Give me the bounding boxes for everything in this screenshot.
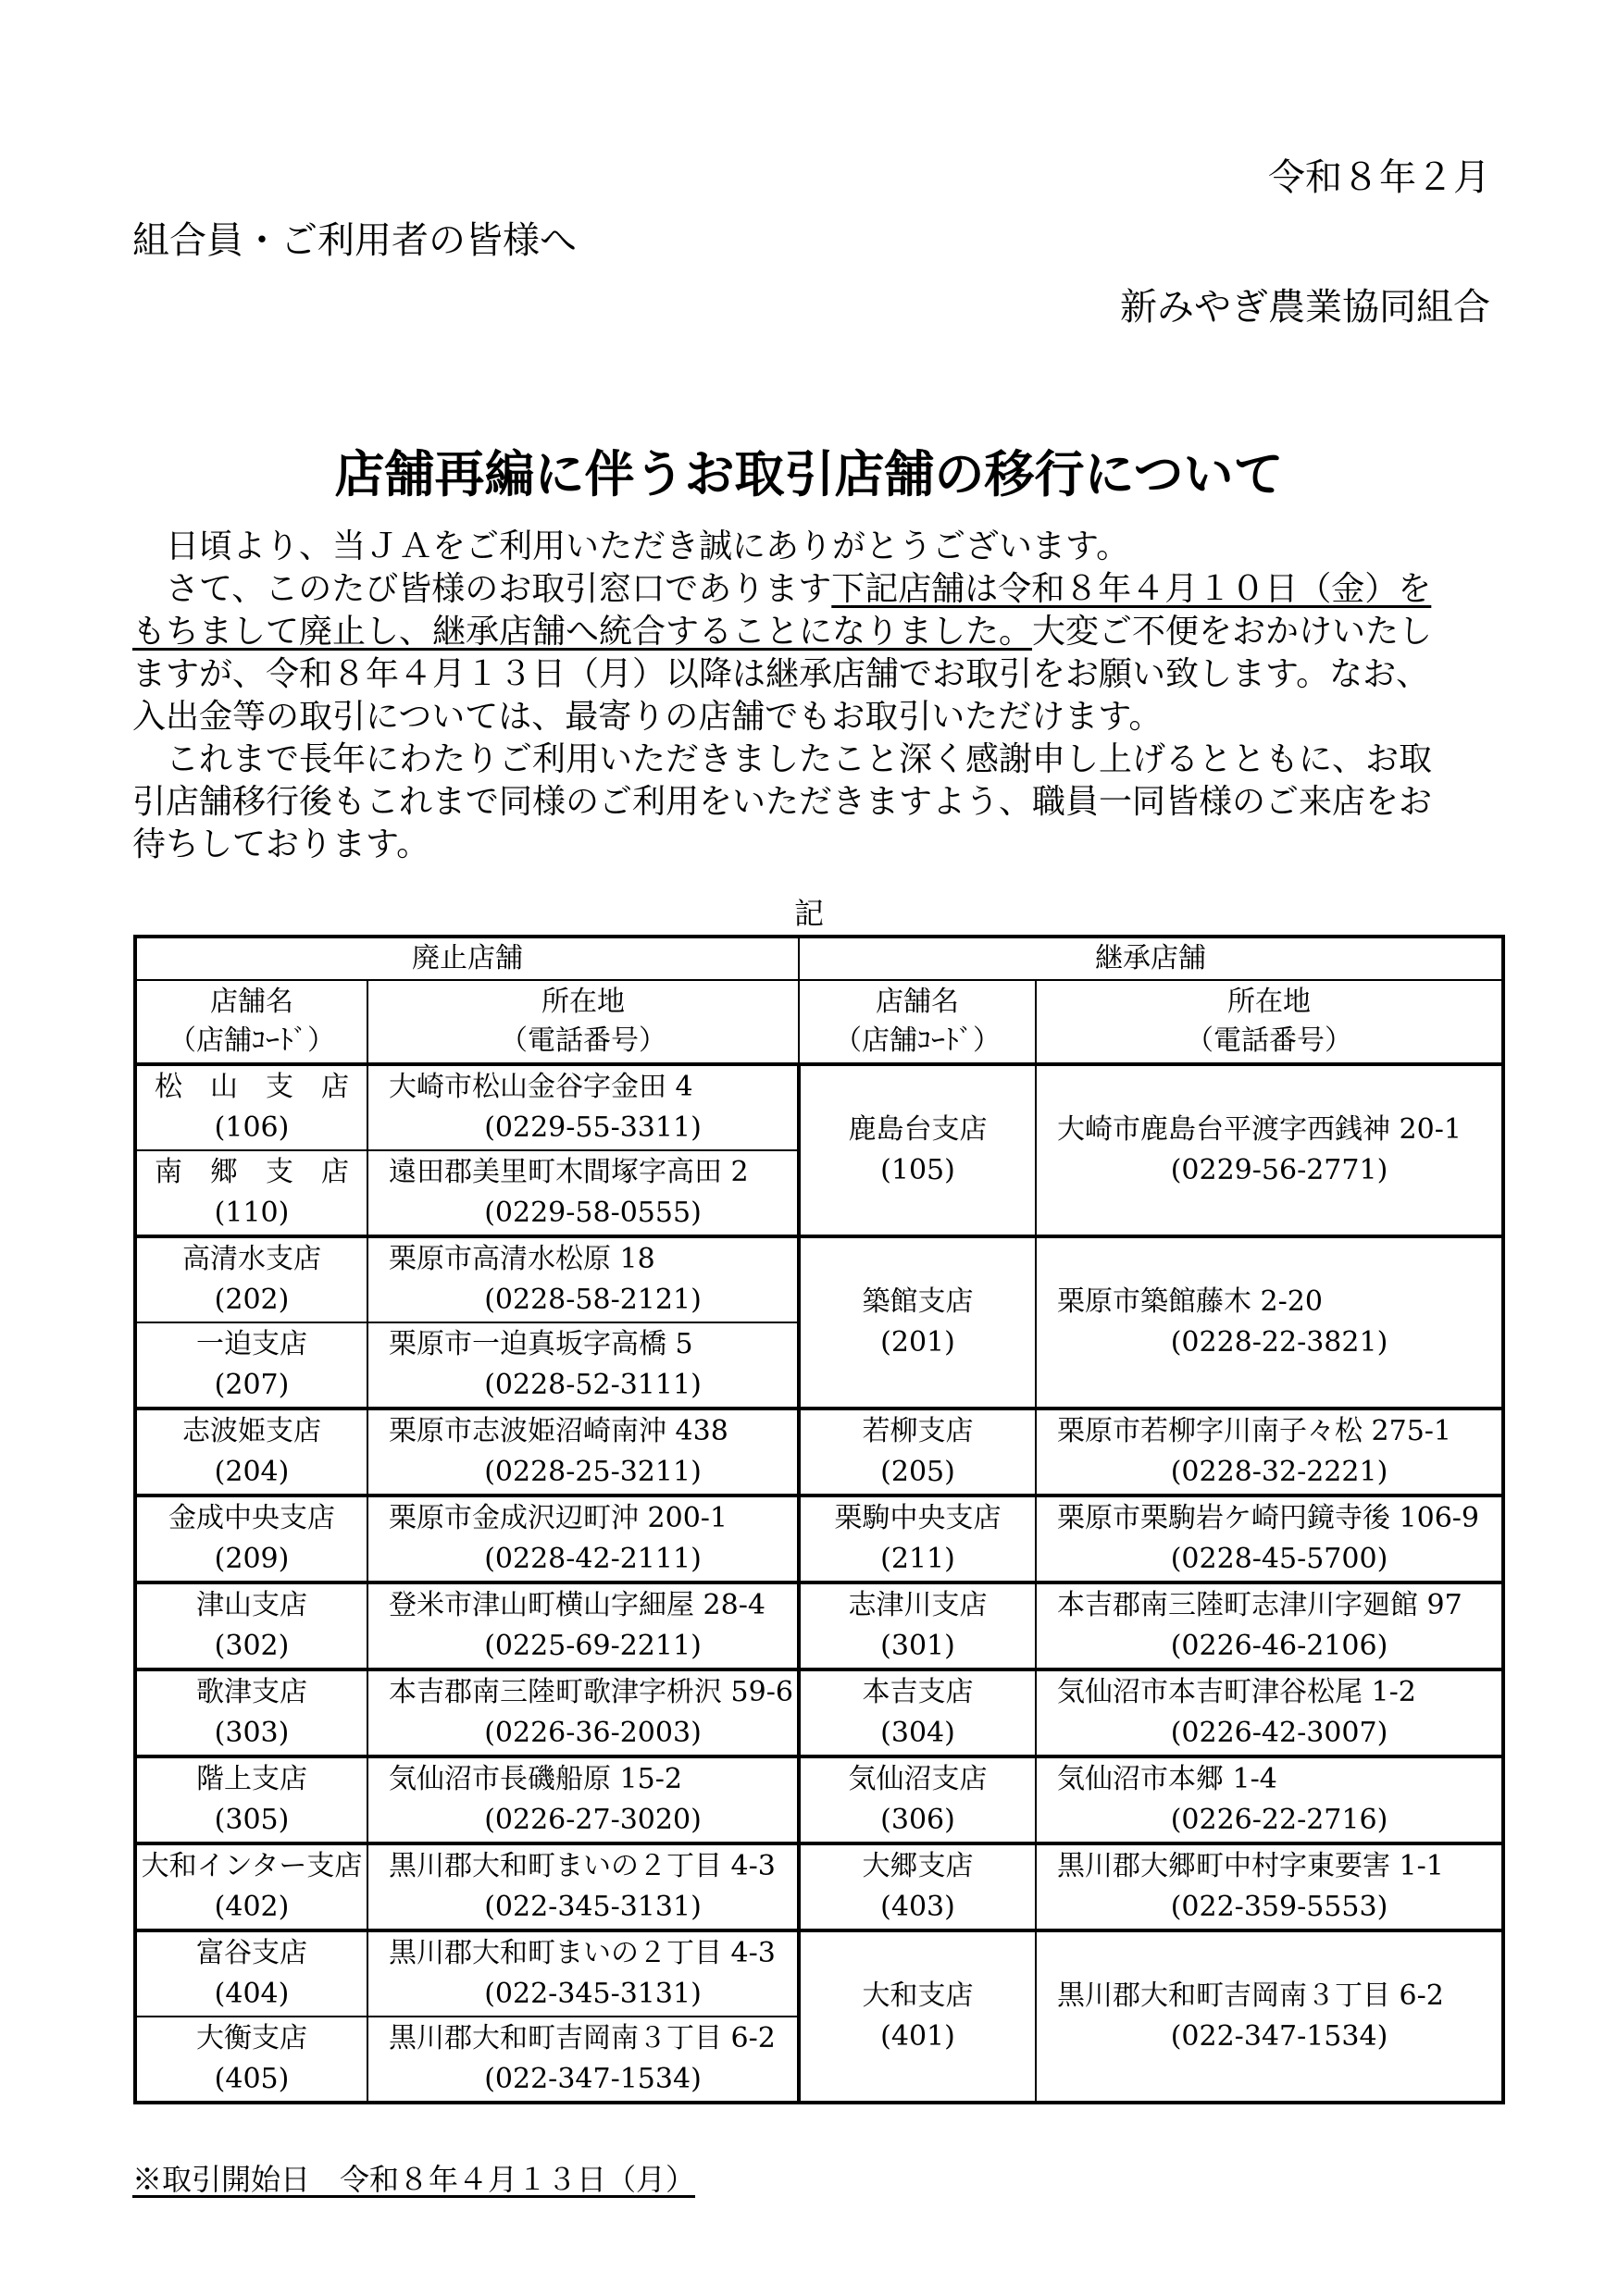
store-name: 一迫支店: [196, 1328, 307, 1360]
store-address-cell: [1036, 1930, 1503, 2103]
store-address-cell: [367, 1930, 799, 2017]
successor-header: 継承店舗: [799, 937, 1503, 980]
store-address: 気仙沼市本吉町津谷松尾 1-2: [1057, 1676, 1416, 1708]
store-phone: (022-345-3131): [484, 1978, 702, 2010]
col-addr-label: 所在地: [1227, 986, 1311, 1018]
store-phone: (0226-27-3020): [484, 1804, 702, 1836]
body-line: ますが、令和８年４月１３日（月）以降は継承店舗でお取引をお願い致します。なお、: [132, 655, 1430, 693]
store-name-cell: [135, 1496, 367, 1582]
col-code-label: （店舗ｺｰﾄﾞ）: [834, 1024, 1001, 1057]
store-name: 大和支店: [862, 1980, 974, 2012]
table-row: [135, 1496, 1503, 1582]
store-address-cell: [367, 1582, 799, 1669]
store-name: 本吉支店: [862, 1676, 974, 1708]
recipient: 組合員・ご利用者の皆様へ: [132, 219, 577, 262]
store-address: 栗原市若柳字川南子々松 275-1: [1057, 1415, 1452, 1447]
store-code: (304): [880, 1717, 955, 1749]
store-name-cell: [799, 1930, 1036, 2103]
body-text-span: 大変ご不便をおかけいたし: [1032, 613, 1433, 651]
store-phone: (0225-69-2211): [484, 1630, 702, 1662]
store-name: 志津川支店: [848, 1589, 988, 1621]
start-date-note: ※取引開始日 令和８年４月１３日（月）: [132, 2162, 696, 2197]
table-row: [135, 1236, 1503, 1322]
store-name-cell: [799, 1496, 1036, 1582]
store-phone: (022-347-1534): [484, 2063, 702, 2095]
store-name: 若柳支店: [862, 1415, 974, 1447]
store-name-cell: [799, 1669, 1036, 1756]
store-name: 志波姫支店: [182, 1415, 321, 1447]
store-name-cell: [799, 1409, 1036, 1496]
store-phone: (0229-55-3311): [484, 1111, 702, 1144]
store-code: (202): [214, 1284, 290, 1316]
store-phone: (0228-58-2121): [484, 1284, 702, 1316]
store-address: 黒川郡大郷町中村字東要害 1-1: [1057, 1850, 1444, 1882]
store-name-cell: [799, 1843, 1036, 1930]
store-name: 鹿島台支店: [848, 1113, 988, 1146]
store-name: 大郷支店: [862, 1850, 974, 1882]
store-address: 本吉郡南三陸町志津川字廻館 97: [1057, 1589, 1462, 1621]
store-code: (106): [214, 1111, 290, 1144]
store-address: 遠田郡美里町木間塚字高田 2: [389, 1156, 749, 1188]
store-name: 南 郷 支 店: [155, 1156, 349, 1188]
store-name: 階上支店: [196, 1763, 307, 1795]
store-address-cell: [367, 1150, 799, 1236]
store-address-cell: [1036, 1756, 1503, 1843]
store-name-cell: [135, 1322, 367, 1409]
store-phone: (0226-42-3007): [1170, 1717, 1388, 1749]
store-address-cell: [367, 1409, 799, 1496]
store-name-cell: [135, 1064, 367, 1150]
body-text-span: さて、このたび皆様のお取引窓口であります: [132, 570, 832, 608]
store-address-cell: [367, 1496, 799, 1582]
store-address: 栗原市金成沢辺町沖 200-1: [389, 1502, 728, 1534]
store-phone: (0228-22-3821): [1170, 1326, 1388, 1359]
col-addr: [367, 980, 799, 1064]
store-name: 気仙沼支店: [848, 1763, 988, 1795]
store-phone: (0226-36-2003): [484, 1717, 702, 1749]
store-address-cell: [367, 1064, 799, 1150]
col-tel-label: （電話番号）: [1186, 1024, 1352, 1057]
store-name-cell: [799, 1064, 1036, 1236]
store-phone: (0229-56-2771): [1170, 1154, 1388, 1186]
store-address: 栗原市一迫真坂字高橋 5: [389, 1328, 693, 1360]
store-name-cell: [135, 1582, 367, 1669]
store-name-cell: [135, 1150, 367, 1236]
store-name: 築館支店: [862, 1285, 974, 1318]
store-address: 黒川郡大和町まいの２丁目 4-3: [389, 1937, 776, 1969]
table-row: [135, 1756, 1503, 1843]
body-line: [132, 611, 1502, 653]
table-row: [135, 1669, 1503, 1756]
store-phone: (0228-42-2111): [484, 1543, 702, 1575]
body-text: [132, 526, 1502, 866]
store-address: 気仙沼市長磯船原 15-2: [389, 1763, 682, 1795]
store-address: 栗原市志波姫沼崎南沖 438: [389, 1415, 728, 1447]
table-row: [135, 1409, 1503, 1496]
col-name: [135, 980, 367, 1064]
store-code: (207): [214, 1369, 290, 1401]
store-phone: (022-347-1534): [1170, 2020, 1388, 2053]
store-name: 高清水支店: [182, 1243, 321, 1275]
store-name-cell: [135, 1930, 367, 2017]
body-line: 日頃より、当ＪＡをご利用いただき誠にありがとうございます。: [132, 527, 1130, 565]
store-phone: (0229-58-0555): [484, 1197, 702, 1229]
table-row: [135, 1930, 1503, 2017]
store-address-cell: [367, 1843, 799, 1930]
store-address-cell: [367, 1322, 799, 1409]
body-line: 待ちしております。: [132, 825, 430, 863]
col-name-label: 店舗名: [876, 986, 959, 1018]
store-address-cell: [1036, 1064, 1503, 1236]
store-address: 栗原市築館藤木 2-20: [1057, 1285, 1323, 1318]
underlined-text: もちまして廃止し、継承店舗へ統合することになりました。: [132, 613, 1033, 651]
sender: 新みやぎ農業協同組合: [1120, 286, 1490, 329]
store-name: 津山支店: [196, 1589, 307, 1621]
ki-heading: 記: [793, 896, 824, 931]
store-address: 本吉郡南三陸町歌津字枡沢 59-6: [389, 1676, 793, 1708]
store-address: 栗原市栗駒岩ケ崎円鏡寺後 106-9: [1057, 1502, 1480, 1534]
store-address-cell: [1036, 1236, 1503, 1409]
store-address-cell: [367, 1236, 799, 1322]
store-name: 富谷支店: [196, 1937, 307, 1969]
body-line: これまで長年にわたりご利用いただきましたこと深く感謝申し上げるとともに、お取: [132, 740, 1433, 778]
store-phone: (022-359-5553): [1170, 1891, 1388, 1923]
body-line: 引店舗移行後もこれまで同様のご利用をいただきますよう、職員一同皆様のご来店をお: [132, 783, 1433, 821]
col-name-label: 店舗名: [210, 986, 293, 1018]
store-code: (110): [214, 1197, 290, 1229]
table-body: [135, 1064, 1503, 2103]
store-phone: (0228-45-5700): [1170, 1543, 1388, 1575]
store-code: (403): [880, 1891, 955, 1923]
store-phone: (0228-25-3211): [484, 1456, 702, 1488]
table-row: [135, 1582, 1503, 1669]
store-code: (209): [214, 1543, 290, 1575]
store-code: (401): [880, 2020, 955, 2053]
col-addr-label: 所在地: [541, 986, 625, 1018]
body-line: [132, 568, 1502, 611]
col-name: [799, 980, 1036, 1064]
store-code: (303): [214, 1717, 290, 1749]
store-code: (105): [880, 1154, 955, 1186]
store-address-cell: [367, 2017, 799, 2103]
store-name-cell: [135, 1236, 367, 1322]
store-code: (205): [880, 1456, 955, 1488]
store-code: (211): [880, 1543, 955, 1575]
store-phone: (022-345-3131): [484, 1891, 702, 1923]
store-address: 黒川郡大和町吉岡南３丁目 6-2: [389, 2022, 776, 2054]
store-address-cell: [367, 1669, 799, 1756]
col-tel-label: （電話番号）: [500, 1024, 666, 1057]
store-code: (404): [214, 1978, 290, 2010]
store-address-cell: [1036, 1582, 1503, 1669]
store-address: 大崎市松山金谷字金田 4: [389, 1071, 693, 1103]
store-phone: (0228-32-2221): [1170, 1456, 1388, 1488]
store-address: 大崎市鹿島台平渡字西銭神 20-1: [1057, 1113, 1462, 1146]
col-code-label: （店舗ｺｰﾄﾞ）: [168, 1024, 335, 1057]
store-code: (302): [214, 1630, 290, 1662]
store-name-cell: [135, 1409, 367, 1496]
store-phone: (0228-52-3111): [484, 1369, 702, 1401]
underlined-text: 下記店舗は令和８年４月１０日（金）を: [831, 570, 1432, 608]
store-code: (405): [214, 2063, 290, 2095]
store-code: (305): [214, 1804, 290, 1836]
store-code: (204): [214, 1456, 290, 1488]
store-name-cell: [135, 1669, 367, 1756]
store-code: (306): [880, 1804, 955, 1836]
store-name: 大和インター支店: [141, 1850, 363, 1882]
page-title: 店舗再編に伴うお取引店舗の移行について: [334, 444, 1284, 503]
store-name-cell: [799, 1756, 1036, 1843]
store-address-cell: [367, 1756, 799, 1843]
store-table: [133, 935, 1505, 2104]
table-row: [135, 1064, 1503, 1150]
store-address: 気仙沼市本郷 1-4: [1057, 1763, 1277, 1795]
col-addr: [1036, 980, 1503, 1064]
store-address: 黒川郡大和町まいの２丁目 4-3: [389, 1850, 776, 1882]
store-code: (402): [214, 1891, 290, 1923]
store-address-cell: [1036, 1843, 1503, 1930]
store-code: (301): [880, 1630, 955, 1662]
store-name-cell: [135, 1756, 367, 1843]
store-address-cell: [1036, 1409, 1503, 1496]
store-phone: (0226-22-2716): [1170, 1804, 1388, 1836]
store-name: 金成中央支店: [168, 1502, 335, 1534]
store-address: 黒川郡大和町吉岡南３丁目 6-2: [1057, 1980, 1444, 2012]
store-name: 栗駒中央支店: [834, 1502, 1002, 1534]
store-address-cell: [1036, 1669, 1503, 1756]
store-name-cell: [135, 1843, 367, 1930]
store-name: 大衡支店: [196, 2022, 307, 2054]
store-address: 登米市津山町横山字細屋 28-4: [389, 1589, 765, 1621]
store-address: 栗原市高清水松原 18: [389, 1243, 655, 1275]
body-line: 入出金等の取引については、最寄りの店舗でもお取引いただけます。: [132, 698, 1163, 736]
store-name: 歌津支店: [196, 1676, 307, 1708]
issue-date: 令和８年２月: [1268, 156, 1490, 199]
store-code: (201): [880, 1326, 955, 1359]
store-name: 松 山 支 店: [155, 1071, 349, 1103]
closed-header: 廃止店舗: [135, 937, 799, 980]
store-name-cell: [135, 2017, 367, 2103]
store-name-cell: [799, 1582, 1036, 1669]
store-name-cell: [799, 1236, 1036, 1409]
table-row: [135, 1843, 1503, 1930]
store-phone: (0226-46-2106): [1170, 1630, 1388, 1662]
store-address-cell: [1036, 1496, 1503, 1582]
